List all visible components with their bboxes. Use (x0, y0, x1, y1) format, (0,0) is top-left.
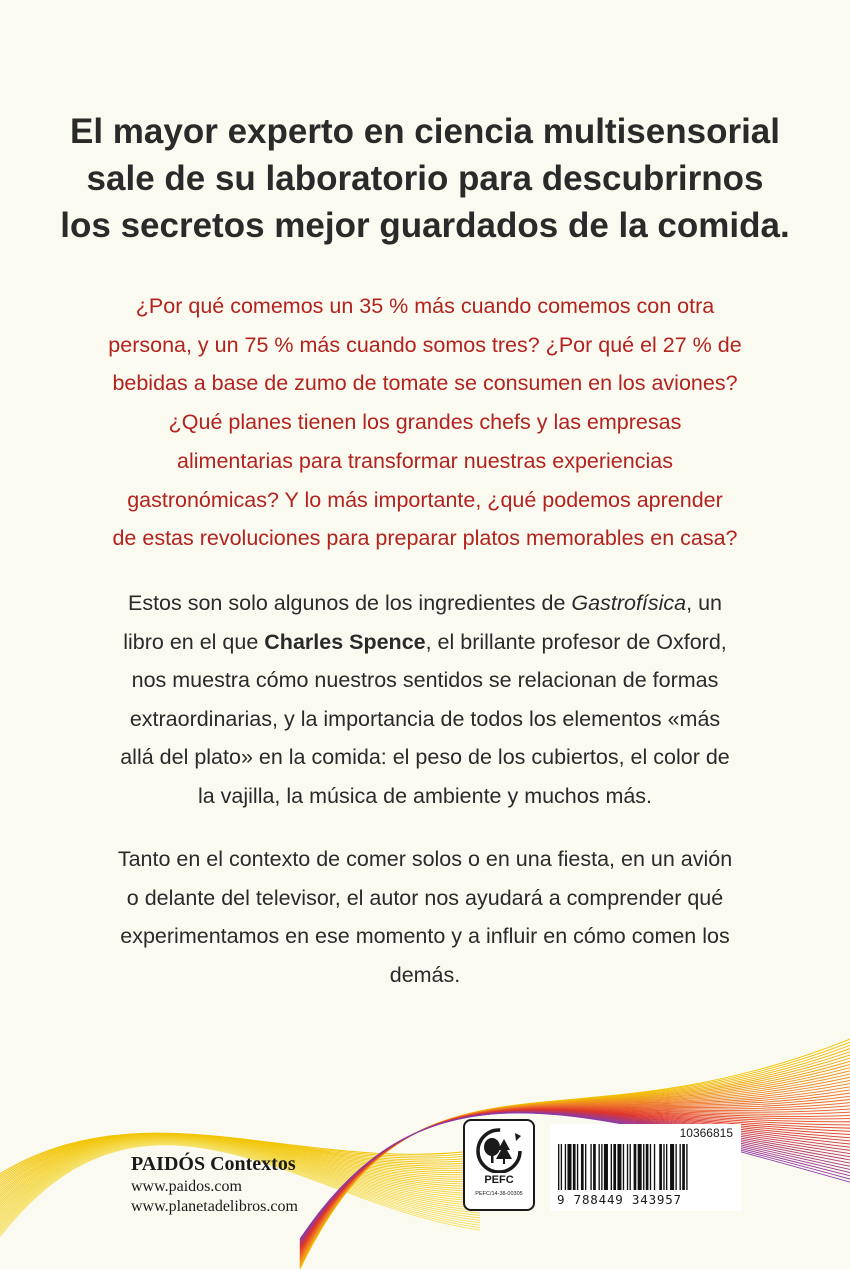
headline-line: sale de su laboratorio para descubrirnos (86, 159, 764, 198)
barcode-bar (680, 1144, 681, 1190)
publisher-url[interactable]: www.paidos.com (131, 1178, 242, 1195)
description-text: , un (686, 591, 722, 615)
closing-line: Tanto en el contexto de comer solos o en una fiesta, en un avión (117, 847, 733, 871)
barcode-bar (573, 1144, 576, 1190)
barcode-bar (638, 1144, 642, 1190)
barcode-bar (593, 1144, 596, 1190)
barcode-bar (623, 1144, 624, 1190)
barcode-bar (577, 1144, 578, 1190)
barcode-bar (581, 1144, 584, 1190)
barcode-bar (650, 1144, 651, 1190)
headline (60, 108, 790, 249)
barcode-bar (663, 1144, 664, 1190)
barcode-bar (630, 1144, 631, 1190)
barcode-bar (617, 1144, 621, 1190)
barcode-bar (643, 1144, 644, 1190)
description-line: nos muestra cómo nuestros sentidos se relacionan de formas (131, 668, 719, 692)
pefc-tree-icon (475, 1127, 523, 1173)
barcode-bar (666, 1144, 667, 1190)
question-line: de estas revoluciones para preparar platos memorables en casa? (112, 526, 738, 551)
question-line: bebidas a base de zumo de tomate se consumen en los aviones? (112, 371, 738, 396)
description-paragraph (40, 584, 810, 815)
barcode-bar (611, 1144, 612, 1190)
closing-line: o delante del televisor, el autor nos ayudará a comprender qué (126, 885, 724, 910)
barcode-bar (590, 1144, 591, 1190)
barcode-bar (599, 1144, 600, 1190)
barcode (550, 1124, 741, 1211)
description-line (40, 584, 810, 623)
description-text: , el brillante profesor de Oxford, (425, 629, 727, 654)
barcode-bar (561, 1144, 562, 1190)
question-line: ¿Por qué comemos un 35 % más cuando comemos con otra (135, 294, 715, 318)
pefc-certification (463, 1119, 535, 1211)
barcode-bar (634, 1144, 637, 1190)
closing-paragraph (40, 840, 810, 994)
isbn-number: 9 788449 343957 (557, 1192, 682, 1207)
barcode-bars (556, 1144, 736, 1192)
pefc-label: PEFC (484, 1174, 514, 1186)
barcode-bar (675, 1144, 676, 1190)
publisher-url[interactable]: www.planetadelibros.com (131, 1198, 298, 1215)
barcode-bar (565, 1144, 566, 1190)
barcode-bar (601, 1144, 602, 1190)
closing-line: experimentamos en ese momento y a influir en cómo comen los (120, 924, 730, 948)
barcode-bar (682, 1144, 685, 1190)
barcode-bar (585, 1144, 586, 1190)
questions-paragraph (40, 287, 810, 558)
question-line: alimentarias para transformar nuestras experiencias (177, 448, 673, 473)
barcode-bar (686, 1144, 687, 1190)
barcode-bar (627, 1144, 628, 1190)
barcode-bar (613, 1144, 616, 1190)
description-line: extraordinarias, y la importancia de todos los elementos «más (129, 706, 721, 731)
barcode-bar (646, 1144, 649, 1190)
barcode-bar (558, 1144, 559, 1190)
book-title: Gastrofísica (571, 591, 687, 615)
headline-line: El mayor experto en ciencia multisensorial (70, 112, 780, 151)
question-line: gastronómicas? Y lo más importante, ¿qué podemos aprender (127, 487, 723, 512)
headline-line: los secretos mejor guardados de la comida. (60, 206, 790, 245)
barcode-bar (604, 1144, 608, 1190)
question-line: persona, y un 75 % más cuando somos tres? ¿Por qué el 27 % de (108, 332, 742, 357)
barcode-bar (670, 1144, 674, 1190)
internal-code: 10366815 (679, 1126, 733, 1140)
author-name: Charles Spence (264, 629, 426, 654)
description-line: allá del plato» en la comida: el peso de los cubiertos, el color de (120, 745, 730, 769)
question-line: ¿Qué planes tienen los grandes chefs y las empresas (168, 410, 682, 435)
description-line: la vajilla, la música de ambiente y muchos más. (197, 783, 653, 808)
barcode-bar (567, 1144, 571, 1190)
barcode-bar (654, 1144, 655, 1190)
description-text: libro en el que (123, 629, 265, 654)
closing-line: demás. (389, 962, 461, 987)
description-text: Estos son solo algunos de los ingredientes de (127, 591, 572, 615)
description-line (40, 623, 810, 662)
barcode-bar (659, 1144, 662, 1190)
pefc-code: PEFC/14-38-00305 (475, 1191, 523, 1197)
publisher-imprint: PAIDÓS Contextos (131, 1153, 296, 1175)
